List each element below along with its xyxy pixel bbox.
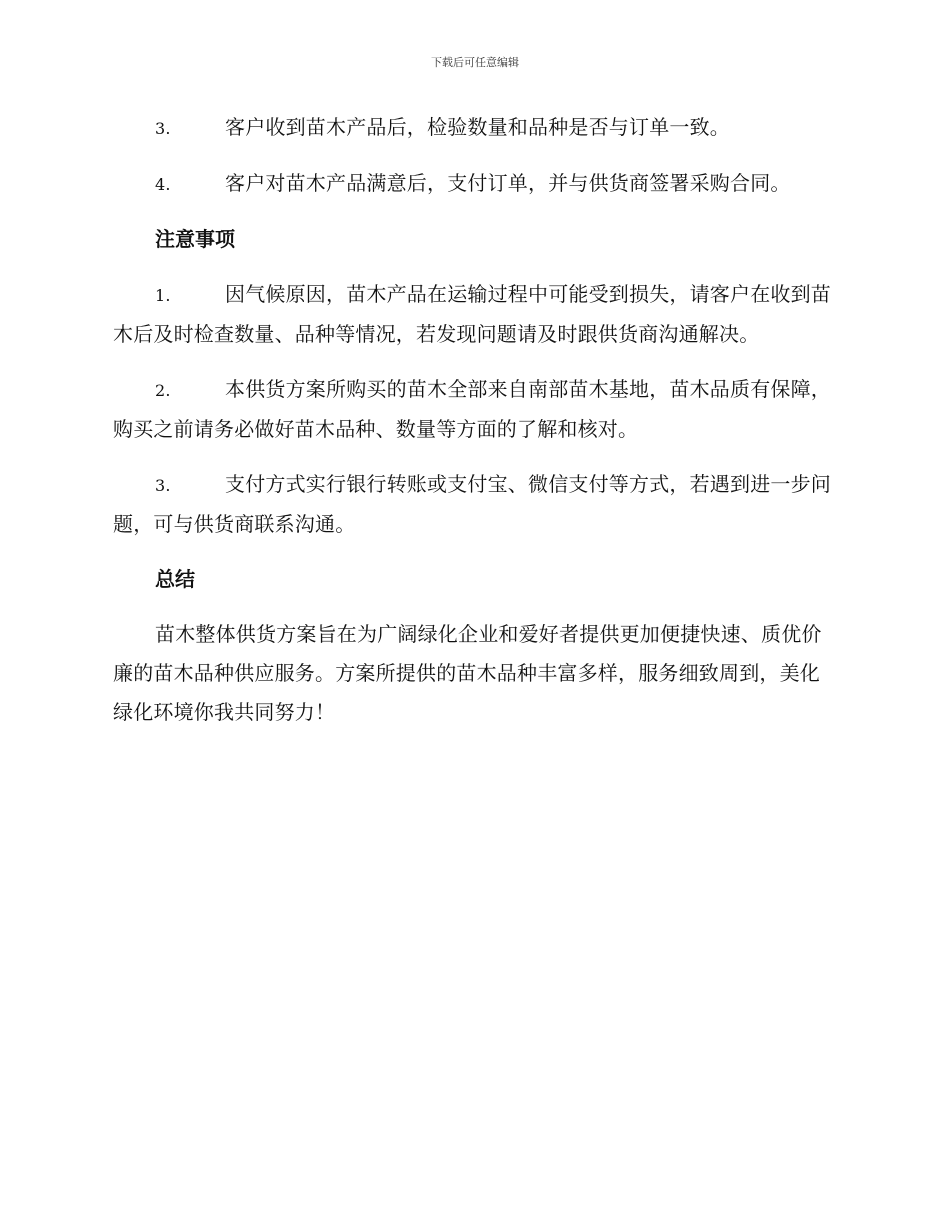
list-item-text: 因气候原因，苗木产品在运输过程中可能受到损失，请客户在收到苗木后及时检查数量、品种等情况，若发现问题请及时跟供货商沟通解决。: [113, 282, 831, 346]
list-item-text: 支付方式实行银行转账或支付宝、微信支付等方式，若遇到进一步问题，可与供货商联系沟通。: [113, 472, 831, 536]
list-item-number: 2.: [155, 381, 171, 400]
document-body: [113, 108, 835, 732]
list-item-number: 4.: [155, 175, 171, 194]
list-item: [113, 164, 835, 204]
section-heading-notes: 注意事项: [155, 227, 235, 251]
list-item-number: 1.: [155, 286, 171, 305]
list-item-number: 3.: [155, 476, 171, 495]
list-item: [113, 465, 835, 544]
list-item: [113, 108, 835, 148]
list-item-number: 3.: [155, 119, 171, 138]
page-header: 下载后可任意编辑: [431, 56, 519, 69]
list-item: [113, 370, 835, 449]
list-item-text: 客户对苗木产品满意后，支付订单，并与供货商签署采购合同。: [225, 171, 791, 195]
summary-paragraph: 苗木整体供货方案旨在为广阔绿化企业和爱好者提供更加便捷快速、质优价廉的苗木品种供应服务。方案所提供的苗木品种丰富多样，服务细致周到，美化绿化环境你我共同努力！: [113, 622, 822, 724]
list-item-text: 本供货方案所购买的苗木全部来自南部苗木基地，苗木品质有保障，购买之前请务必做好苗木品种、数量等方面的了解和核对。: [113, 377, 831, 441]
section-heading-summary: 总结: [155, 567, 195, 591]
list-item: [113, 275, 835, 354]
list-item-text: 客户收到苗木产品后，检验数量和品种是否与订单一致。: [225, 115, 730, 139]
